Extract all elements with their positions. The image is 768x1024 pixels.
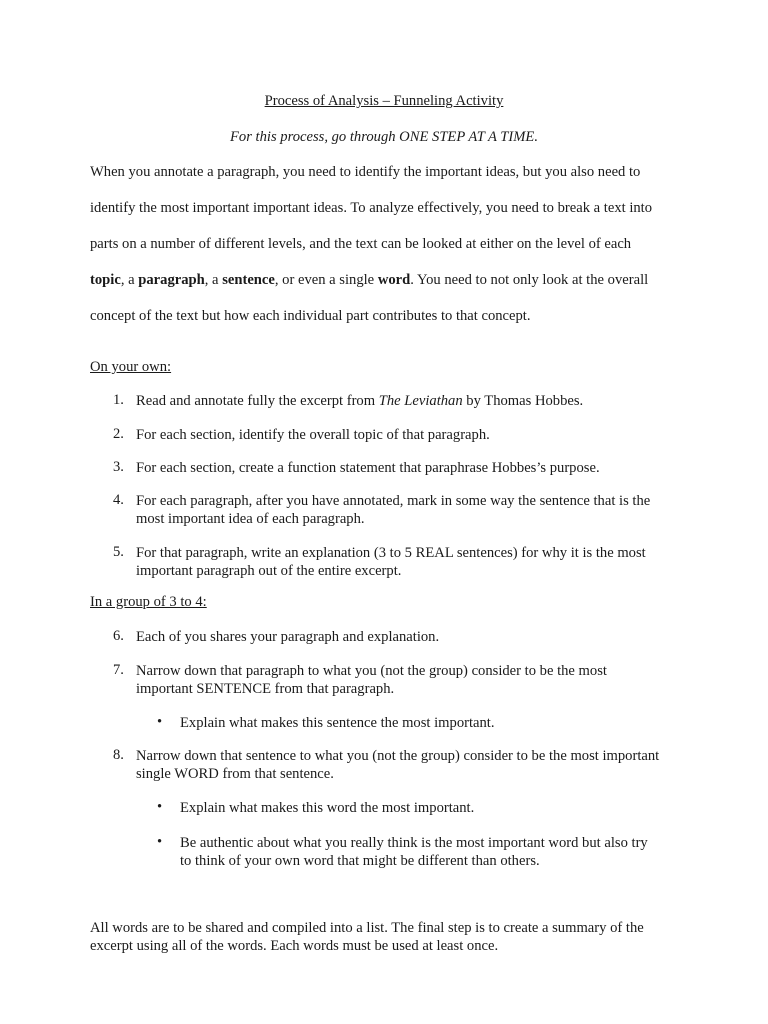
list-item: For each section, create a function statement that paraphrase Hobbes’s purpose. xyxy=(136,460,600,476)
document-subtitle: For this process, go through ONE STEP AT A TIME. xyxy=(230,129,538,145)
section-heading: In a group of 3 to 4: xyxy=(90,594,207,610)
book-title: The Leviathan xyxy=(378,393,463,409)
bullet-item xyxy=(180,834,648,870)
list-item xyxy=(136,544,646,580)
list-item xyxy=(136,492,650,528)
item-number: 7. xyxy=(113,662,124,678)
document-title: Process of Analysis – Funneling Activity xyxy=(264,93,504,109)
item-line: important paragraph out of the entire excerpt. xyxy=(136,563,402,579)
list-item xyxy=(136,747,659,783)
item-number: 4. xyxy=(113,492,124,508)
intro-line: identify the most important important ideas. To analyze effectively, you need to break a text into xyxy=(90,200,653,216)
item-line: single WORD from that sentence. xyxy=(136,766,334,782)
bullet-icon: • xyxy=(157,714,163,730)
closing-line: excerpt using all of the words. Each words must be used at least once. xyxy=(90,938,499,954)
text-segment: , a xyxy=(204,272,223,288)
item-line: most important idea of each paragraph. xyxy=(136,511,365,527)
keyword-sentence: sentence xyxy=(222,272,275,288)
text-segment: , a xyxy=(120,272,139,288)
text-segment: by Thomas Hobbes. xyxy=(462,393,584,409)
keyword-topic: topic xyxy=(90,272,121,288)
section-heading: On your own: xyxy=(90,359,172,375)
item-line: For that paragraph, write an explanation (3 to 5 REAL sentences) for why it is the most xyxy=(136,545,646,561)
closing-paragraph xyxy=(90,919,644,955)
item-line: Narrow down that paragraph to what you (not the group) consider to be the most xyxy=(136,663,607,679)
list-item xyxy=(136,392,583,410)
list-item: Each of you shares your paragraph and explanation. xyxy=(136,629,440,645)
bullet-icon: • xyxy=(157,834,163,850)
closing-line: All words are to be shared and compiled into a list. The final step is to create a summary of the xyxy=(90,920,644,936)
intro-line: parts on a number of different levels, and the text can be looked at either on the level of each xyxy=(90,236,632,252)
item-number: 3. xyxy=(113,459,124,475)
keyword-word: word xyxy=(377,272,411,288)
keyword-paragraph: paragraph xyxy=(138,272,205,288)
bullet-item: Explain what makes this word the most important. xyxy=(180,800,475,816)
intro-line xyxy=(90,272,648,289)
list-item xyxy=(136,662,607,698)
item-number: 6. xyxy=(113,628,124,644)
item-line: Be authentic about what you really think is the most important word but also try xyxy=(180,835,648,851)
item-line: For each paragraph, after you have annotated, mark in some way the sentence that is the xyxy=(136,493,651,509)
item-number: 5. xyxy=(113,544,124,560)
text-segment: Read and annotate fully the excerpt from xyxy=(136,393,379,409)
item-number: 2. xyxy=(113,426,124,442)
item-line: important SENTENCE from that paragraph. xyxy=(136,681,395,697)
item-line: to think of your own word that might be different than others. xyxy=(180,853,540,869)
intro-line: When you annotate a paragraph, you need to identify the important ideas, but you also need to xyxy=(90,164,641,180)
text-segment: , or even a single xyxy=(274,272,378,288)
item-number: 1. xyxy=(113,392,124,408)
item-line: Narrow down that sentence to what you (not the group) consider to be the most important xyxy=(136,748,660,764)
list-item: For each section, identify the overall topic of that paragraph. xyxy=(136,427,490,443)
text-segment: . You need to not only look at the overall xyxy=(410,272,649,288)
bullet-item: Explain what makes this sentence the most important. xyxy=(180,715,495,731)
intro-line: concept of the text but how each individual part contributes to that concept. xyxy=(90,308,531,324)
bullet-icon: • xyxy=(157,799,163,815)
item-number: 8. xyxy=(113,747,124,763)
